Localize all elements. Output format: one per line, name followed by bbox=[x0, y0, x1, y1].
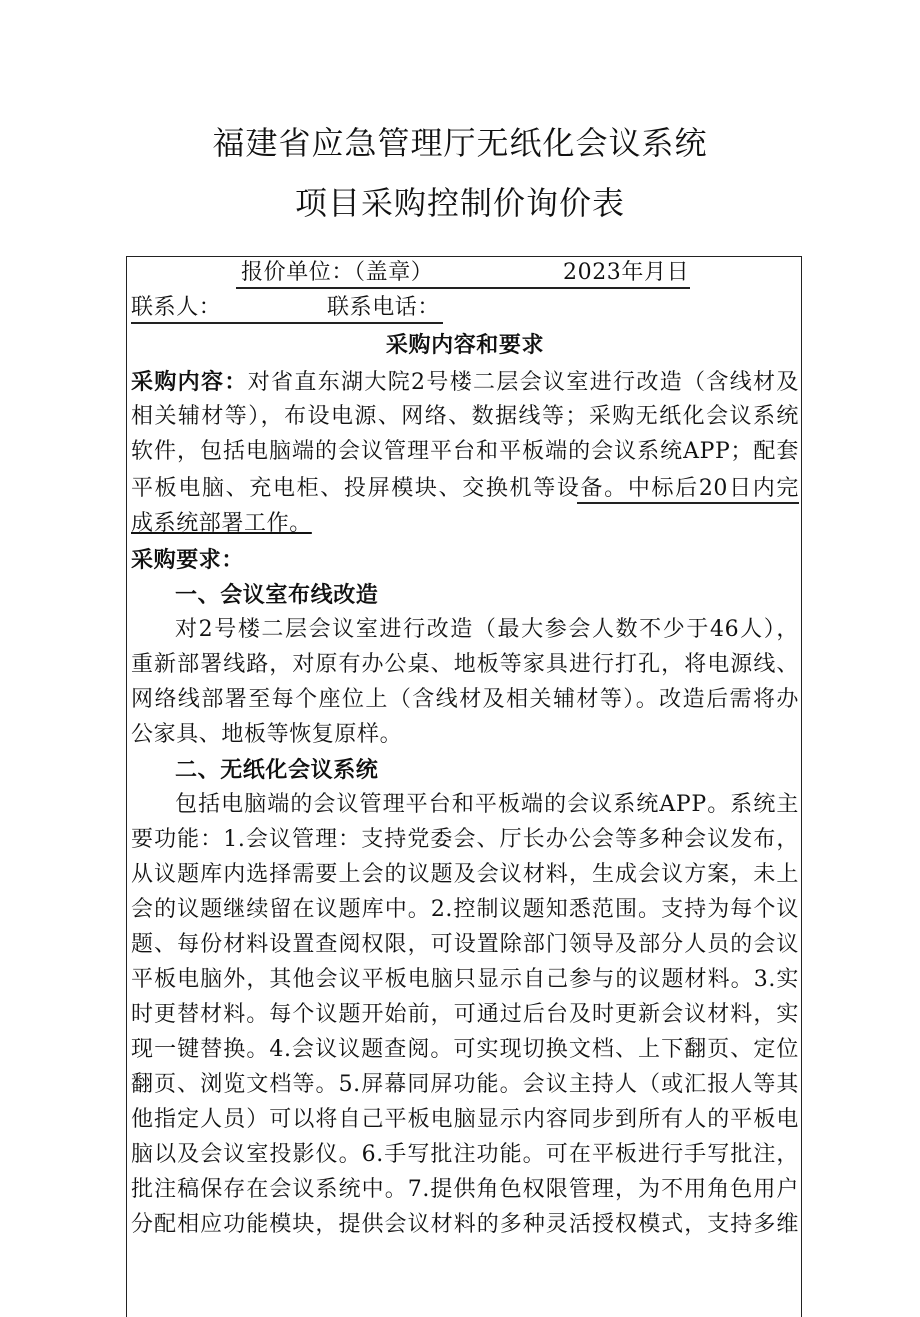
phone-label: 联系电话： bbox=[327, 295, 441, 320]
sec1-line-1: 对2号楼二层会议室进行改造（最大参会人数不少于46人）， bbox=[175, 617, 799, 642]
sec2-line-11: 脑以及会议室投影仪。6.手写批注功能。可在平板进行手写批注， bbox=[131, 1142, 799, 1167]
document-title-line2: 项目采购控制价询价表 bbox=[294, 184, 625, 222]
content-label: 采购内容： bbox=[131, 369, 248, 395]
sec2-line-2: 要功能：1.会议管理：支持党委会、厅长办公会等多种会议发布， bbox=[131, 827, 799, 852]
sec2-line-13: 分配相应功能模块，提供会议材料的多种灵活授权模式，支持多维 bbox=[131, 1212, 799, 1237]
requirements-label: 采购要求： bbox=[131, 547, 245, 573]
content-line-1: 采购内容：对省直东湖大院2号楼二层会议室进行改造（含线材及 bbox=[131, 369, 799, 395]
sec2-line-3: 从议题库内选择需要上会的议题及会议材料，生成会议方案，未上 bbox=[131, 862, 799, 887]
content-line-2: 相关辅材等），布设电源、网络、数据线等；采购无纸化会议系统 bbox=[131, 404, 799, 429]
document-title-line1: 福建省应急管理厅无纸化会议系统 bbox=[212, 124, 708, 162]
sec2-line-1: 包括电脑端的会议管理平台和平板端的会议系统APP。系统主 bbox=[175, 792, 799, 817]
sec2-line-5: 题、每份材料设置查阅权限，可设置除部门领导及部分人员的会议 bbox=[131, 932, 799, 957]
content-line-4: 平板电脑、充电柜、投屏模块、交换机等设备。中标后20日内完 bbox=[131, 476, 799, 501]
contact-underline bbox=[131, 322, 443, 324]
content-line-3: 软件，包括电脑端的会议管理平台和平板端的会议系统APP；配套 bbox=[131, 439, 799, 464]
sec1-line-2: 重新部署线路，对原有办公桌、地板等家具进行打孔，将电源线、 bbox=[131, 652, 799, 677]
section2-title: 二、无纸化会议系统 bbox=[175, 757, 379, 783]
quote-unit-label: 报价单位：（盖章） bbox=[241, 260, 434, 285]
sec2-line-12: 批注稿保存在会议系统中。7.提供角色权限管理，为不用角色用户 bbox=[131, 1177, 799, 1202]
content-underline bbox=[577, 502, 799, 504]
sec2-line-4: 会的议题继续留在议题库中。2.控制议题知悉范围。支持为每个议 bbox=[131, 897, 799, 922]
section-heading: 采购内容和要求 bbox=[385, 332, 545, 358]
sec1-line-4: 公家具、地板等恢复原样。 bbox=[131, 722, 403, 747]
sec1-line-3: 网络线部署至每个座位上（含线材及相关辅材等）。改造后需将办 bbox=[131, 687, 799, 712]
quote-header-underline bbox=[236, 287, 690, 289]
content-line-5: 成系统部署工作。 bbox=[131, 511, 312, 536]
sec2-line-7: 时更替材料。每个议题开始前，可通过后台及时更新会议材料，实 bbox=[131, 1002, 799, 1027]
contact-label: 联系人： bbox=[131, 295, 222, 320]
sec2-line-6: 平板电脑外，其他会议平板电脑只显示自己参与的议题材料。3.实 bbox=[131, 967, 799, 992]
sec2-line-9: 翻页、浏览文档等。5.屏幕同屏功能。会议主持人（或汇报人等其 bbox=[131, 1072, 799, 1097]
quote-date: 2023年月日 bbox=[563, 260, 690, 285]
sec2-line-8: 现一键替换。4.会议议题查阅。可实现切换文档、上下翻页、定位 bbox=[131, 1037, 799, 1062]
section1-title: 一、会议室布线改造 bbox=[175, 582, 379, 608]
sec2-line-10: 他指定人员）可以将自己平板电脑显示内容同步到所有人的平板电 bbox=[131, 1107, 799, 1132]
